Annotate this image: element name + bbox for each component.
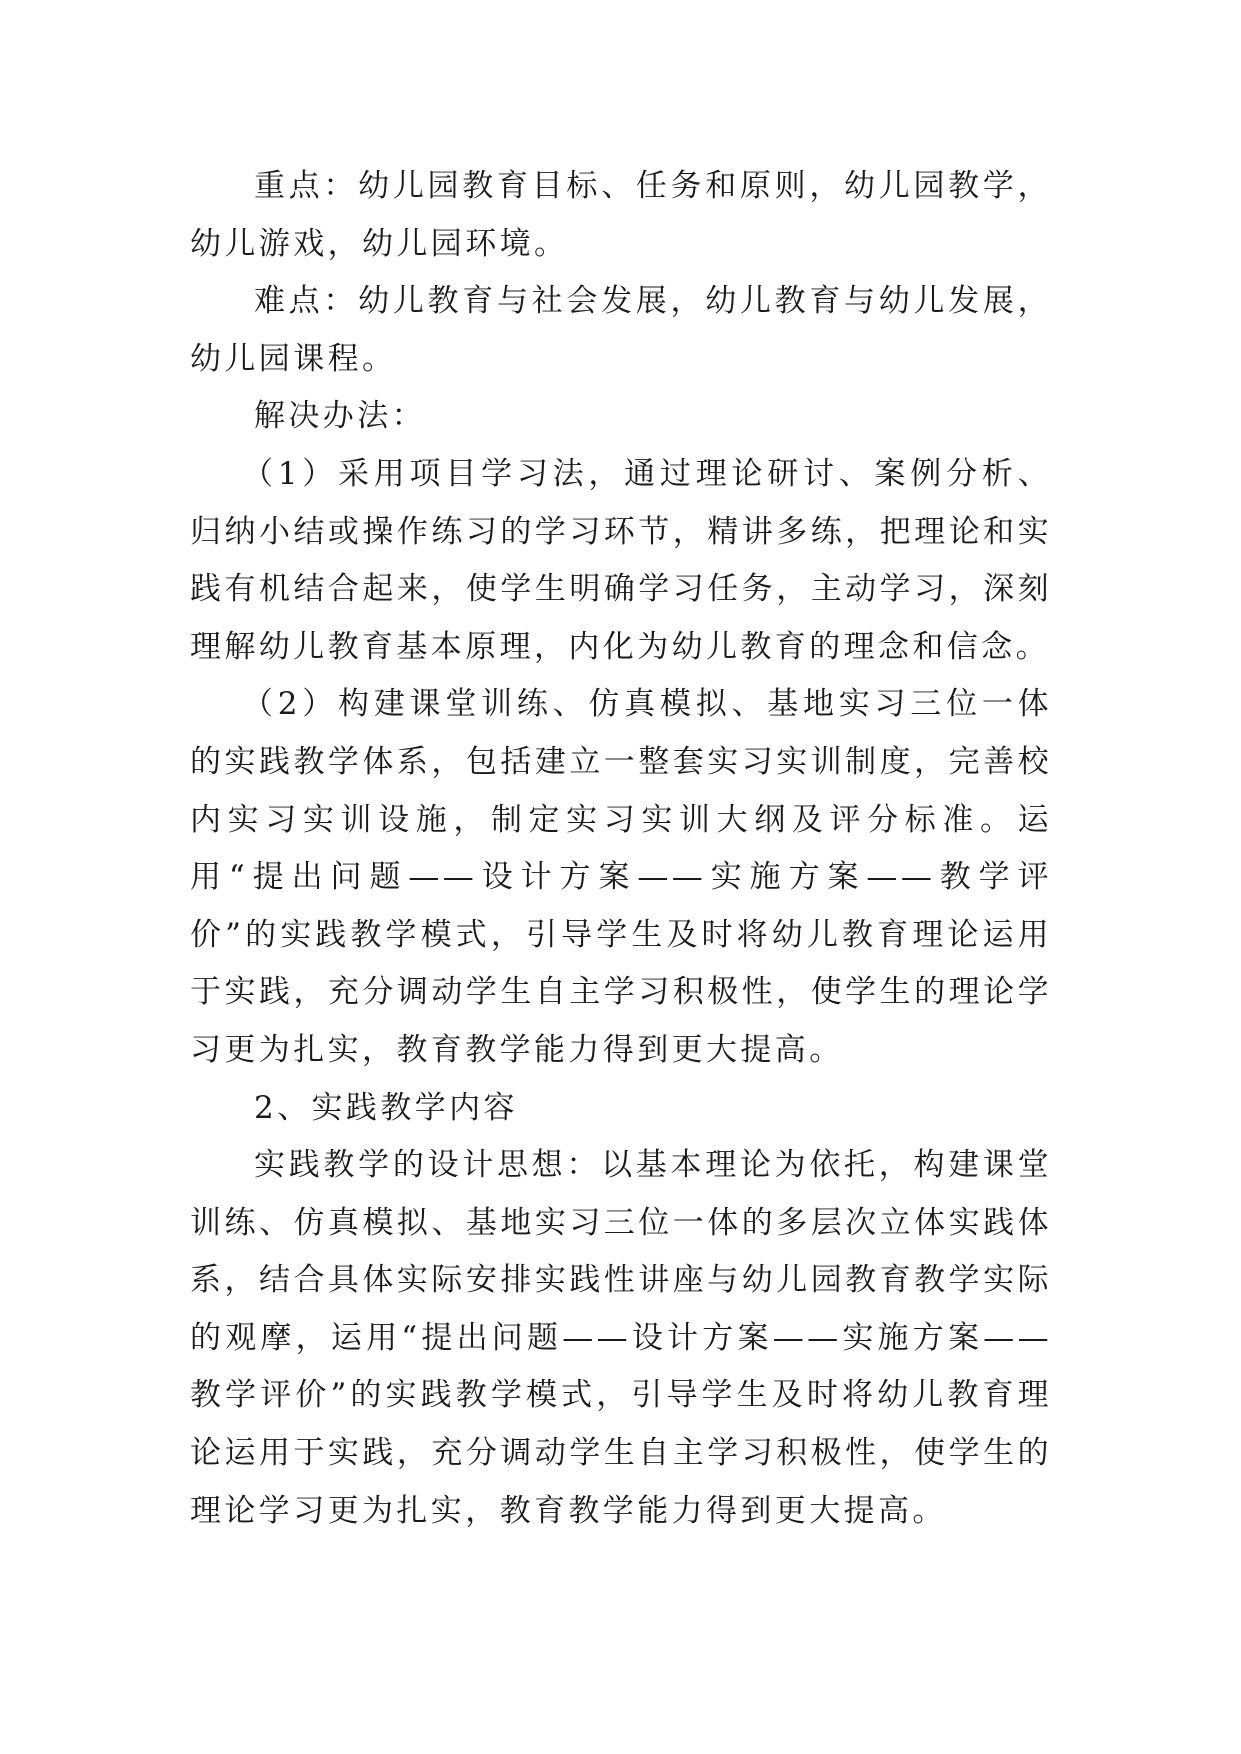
paragraph-difficulties: 难点：幼儿教育与社会发展，幼儿教育与幼儿发展，幼儿园课程。 — [190, 283, 1052, 377]
paragraph-design-idea: 实践教学的设计思想：以基本理论为依托，构建课堂训练、仿真模拟、基地实习三位一体的多层次立体实践体系，结合具体实际安排实践性讲座与幼儿园教育教学实际的观摩，运用“提出问题——设计方案——实施方案——教学评价”的实践教学模式，引导学生及时将幼儿教育理论运用于实践，充分调动学生自主学习积极性，使学生的理论学习更为扎实，教育教学能力得到更大提高。 — [190, 1147, 1052, 1529]
paragraph-key-points: 重点：幼儿园教育目标、任务和原则，幼儿园教学，幼儿游戏，幼儿园环境。 — [190, 168, 1052, 262]
paragraph-solutions-heading: 解决办法： — [254, 398, 426, 435]
section-heading-practice-content: 2、实践教学内容 — [254, 1089, 518, 1126]
paragraph-solution-1: （1）采用项目学习法，通过理论研讨、案例分析、归纳小结或操作练习的学习环节，精讲多练，把理论和实践有机结合起来，使学生明确学习任务，主动学习，深刻理解幼儿教育基本原理，内化为幼儿教育的理念和信念。 — [190, 455, 1052, 665]
paragraph-solution-2: （2）构建课堂训练、仿真模拟、基地实习三位一体的实践教学体系，包括建立一整套实习实训制度，完善校内实习实训设施，制定实习实训大纲及评分标准。运用“提出问题——设计方案——实施方案——教学评价”的实践教学模式，引导学生及时将幼儿教育理论运用于实践，充分调动学生自主学习积极性，使学生的理论学习更为扎实，教育教学能力得到更大提高。 — [190, 686, 1052, 1068]
document-page — [190, 158, 1052, 1540]
